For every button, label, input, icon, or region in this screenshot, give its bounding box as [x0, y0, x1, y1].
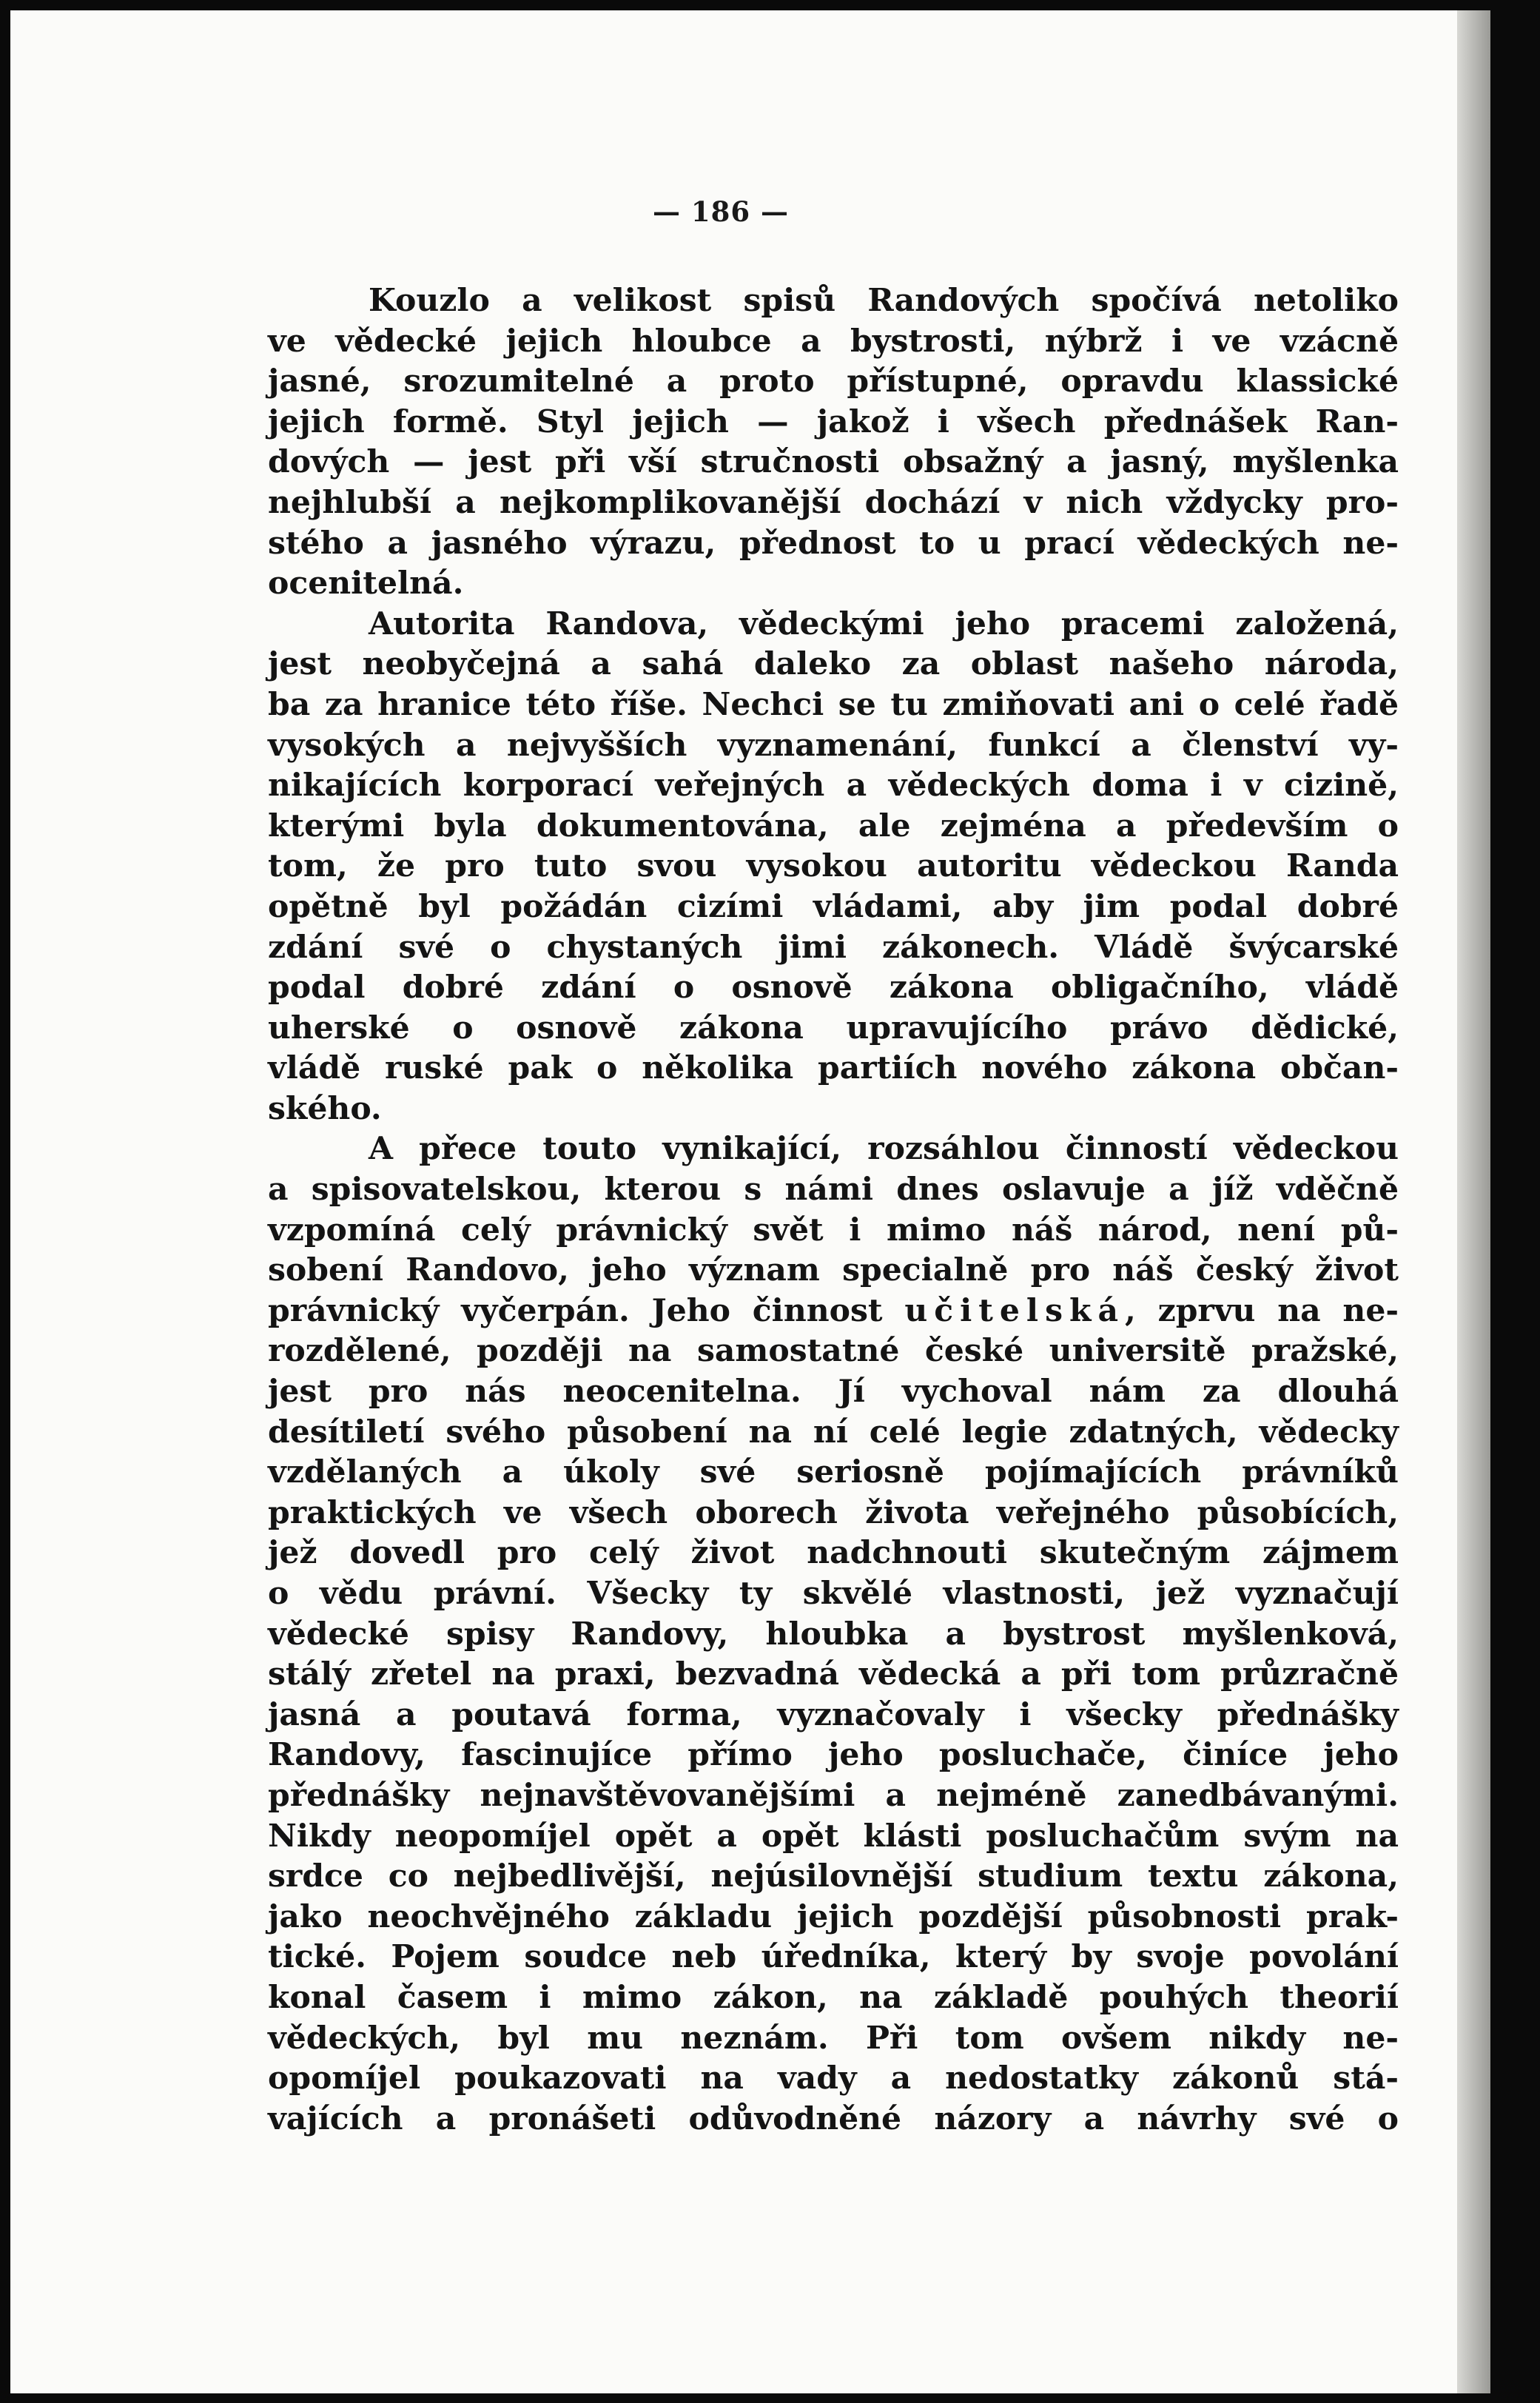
text-line [268, 1008, 1399, 1049]
text-line-content: nikajících korporací veřejných a vědeckých doma i v cizině, [268, 767, 1399, 804]
text-line [268, 280, 1399, 321]
text-line [268, 1089, 1399, 1129]
text-line [268, 1048, 1399, 1089]
text-line [268, 1452, 1399, 1493]
text-line [268, 321, 1399, 362]
text-line-content: jež dovedl pro celý život nadchnouti skutečným zájmem [268, 1534, 1399, 1572]
text-line-content: kterými byla dokumentována, ale zejména a především o [268, 807, 1399, 844]
text-line-content: dových — jest při vší stručnosti obsažný a jasný, myšlenka [268, 443, 1399, 481]
text-line-content: jako neochvějného základu jejich pozdější působnosti prak- [268, 1898, 1399, 1935]
text-line [268, 604, 1399, 645]
text-line [268, 1695, 1399, 1735]
text-line-content: přednášky nejnavštěvovanějšími a nejméně zanedbávanými. [268, 1776, 1399, 1814]
text-line-content: uherské o osnově zákona upravujícího právo dědické, [268, 1009, 1399, 1046]
text-line-content: podal dobré zdání o osnově zákona obligačního, vládě [268, 969, 1399, 1006]
text-line [268, 2099, 1399, 2140]
text-line-content: A přece touto vynikající, rozsáhlou činností vědeckou [369, 1130, 1399, 1168]
text-line-content: opomíjel poukazovati na vady a nedostatky zákonů stá- [268, 2060, 1399, 2097]
text-line [268, 442, 1399, 483]
text-line-content: Autorita Randova, vědeckými jeho pracemi založená, [369, 605, 1399, 642]
text-line [268, 1977, 1399, 2018]
text-line-content: jest neobyčejná a sahá daleko za oblast našeho národa, [268, 645, 1399, 683]
text-line [268, 523, 1399, 564]
text-line [268, 765, 1399, 806]
text-line-tail: , zprvu na ne- [1125, 1291, 1399, 1329]
text-line-content: vzpomíná celý právnický svět i mimo náš národ, není pů- [268, 1211, 1399, 1248]
text-line [268, 2058, 1399, 2099]
book-page [10, 10, 1490, 2393]
text-line-content: vládě ruské pak o několika partiích nového zákona občan- [268, 1049, 1399, 1087]
text-line-content: vysokých a nejvyšších vyznamenání, funkcí a členství vy- [268, 726, 1399, 764]
text-line [268, 967, 1399, 1008]
text-line [268, 685, 1399, 725]
text-line-content: a spisovatelskou, kterou s námi dnes oslavuje a jíž vděčně [268, 1171, 1399, 1209]
text-line [268, 1493, 1399, 1533]
text-line-content: sobení Randovo, jeho význam specialně pro náš český život [268, 1251, 1399, 1289]
text-line [268, 1371, 1399, 1412]
text-line [268, 806, 1399, 847]
text-line [268, 644, 1399, 685]
text-line-content: jejich formě. Styl jejich — jakož i všech přednášek Ran- [268, 403, 1399, 440]
text-line-content: stého a jasného výrazu, přednost to u prací vědeckých ne- [268, 524, 1399, 562]
text-line [268, 1412, 1399, 1453]
text-line [268, 1169, 1399, 1210]
text-line-content: desítiletí svého působení na ní celé legie zdatných, vědecky [268, 1413, 1399, 1451]
page-edge-shadow [1457, 10, 1490, 2393]
text-line [268, 361, 1399, 402]
text-line-content: vědeckých, byl mu neznám. Při tom ovšem nikdy ne- [268, 2019, 1399, 2057]
text-line-content: Nikdy neopomíjel opět a opět klásti posluchačům svým na [268, 1817, 1399, 1855]
text-line [268, 1573, 1399, 1614]
text-line [268, 1856, 1399, 1897]
text-line [268, 1250, 1399, 1291]
text-line-content: Kouzlo a velikost spisů Randových spočívá netoliko [369, 282, 1399, 319]
text-line [268, 1291, 1399, 1331]
text-line-content: Randovy, fascinujíce přímo jeho posluchače, činíce jeho [268, 1736, 1399, 1774]
text-line [268, 2018, 1399, 2059]
text-line-content: tom, že pro tuto svou vysokou autoritu vědeckou Randa [268, 847, 1399, 885]
text-line-content: jasné, srozumitelné a proto přístupné, opravdu klassické [268, 363, 1399, 400]
text-line-content: nejhlubší a nejkomplikovanější dochází v nich vždycky pro- [268, 483, 1399, 521]
text-line [268, 1210, 1399, 1251]
text-line [268, 1654, 1399, 1695]
text-line-content: jasná a poutavá forma, vyznačovaly i všecky přednášky [268, 1695, 1399, 1733]
page-number: — 186 — [653, 195, 789, 228]
text-line [268, 402, 1399, 443]
text-line-content: stálý zřetel na praxi, bezvadná vědecká a při tom průzračně [268, 1656, 1399, 1693]
text-line [268, 1937, 1399, 1977]
text-line [268, 927, 1399, 968]
text-line-content: ocenitelná. [268, 565, 464, 602]
text-line [268, 887, 1399, 927]
text-line-content: zdání své o chystaných jimi zákonech. Vládě švýcarské [268, 928, 1399, 966]
text-line-content: jest pro nás neocenitelna. Jí vychoval nám za dlouhá [268, 1373, 1399, 1411]
text-line [268, 1331, 1399, 1371]
text-line [268, 846, 1399, 887]
text-line-content: praktických ve všech oborech života veřejného působících, [268, 1493, 1399, 1531]
body-text [268, 280, 1399, 2139]
text-line [268, 1129, 1399, 1169]
text-line-content: vzdělaných a úkoly své seriosně pojímajících právníků [268, 1453, 1399, 1491]
text-line-content: rozdělené, později na samostatné české universitě pražské, [268, 1332, 1399, 1370]
text-line-content: právnický vyčerpán. Jeho činnost [268, 1291, 883, 1329]
emphasized-word: učitelská [904, 1291, 1125, 1329]
text-line-content: o vědu právní. Všecky ty skvělé vlastnosti, jež vyznačují [268, 1575, 1399, 1612]
text-line-content: ba za hranice této říše. Nechci se tu zmiňovati ani o celé řadě [268, 685, 1399, 723]
text-line-content: vědecké spisy Randovy, hloubka a bystrost myšlenková, [268, 1615, 1399, 1653]
text-line-content: ského. [268, 1089, 382, 1127]
text-line-content: opětně byl požádán cizími vládami, aby jim podal dobré [268, 887, 1399, 925]
text-line-content: vajících a pronášeti odůvodněné názory a návrhy své o [268, 2100, 1399, 2137]
text-line-content: srdce co nejbedlivější, nejúsilovnější studium textu zákona, [268, 1858, 1399, 1895]
text-line [268, 483, 1399, 523]
text-line-content: konal časem i mimo zákon, na základě pouhých theorií [268, 1978, 1399, 2016]
text-line [268, 1816, 1399, 1857]
text-line [268, 1775, 1399, 1816]
text-line-content: tické. Pojem soudce neb úředníka, který by svoje povolání [268, 1938, 1399, 1976]
text-line [268, 725, 1399, 766]
text-line [268, 1614, 1399, 1655]
text-line [268, 1533, 1399, 1573]
text-line [268, 563, 1399, 604]
text-line-content: ve vědecké jejich hloubce a bystrosti, nýbrž i ve vzácně [268, 322, 1399, 360]
text-line [268, 1735, 1399, 1775]
text-line [268, 1897, 1399, 1937]
